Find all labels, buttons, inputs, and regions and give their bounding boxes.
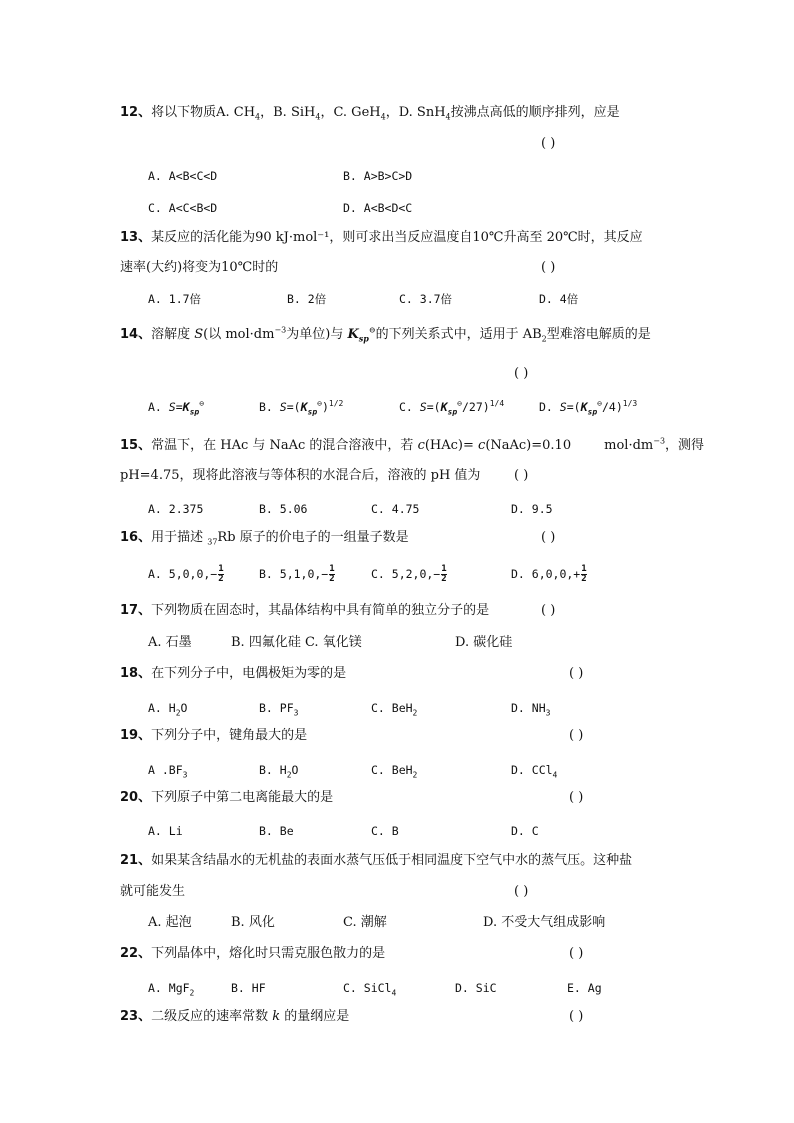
question-13	[120, 228, 643, 248]
option-a[interactable]: A $.BF_3$	[148, 763, 188, 780]
option-c[interactable]: C. A<C<B<D	[148, 201, 218, 215]
question-number: 17、	[120, 603, 152, 618]
option-c[interactable]: C. BeH$_2$	[371, 701, 418, 718]
fraction-one-half: $\frac{1}{2}$	[329, 564, 335, 584]
fraction-one-half: $\frac{1}{2}$	[441, 564, 447, 584]
question-text: 下列分子中，键角最大的是	[151, 728, 308, 743]
option-c[interactable]: C. 3.7倍	[399, 292, 453, 306]
option-d[interactable]: D. 6,0,0,+ $\frac{1}{2}$	[511, 564, 587, 584]
option-d[interactable]: D. 碳化硅	[455, 635, 513, 650]
answer-blank[interactable]: ( )	[514, 366, 529, 381]
option-d[interactable]: D. SiC	[455, 981, 497, 995]
answer-blank[interactable]: ( )	[569, 666, 584, 681]
option-d[interactable]: D. 不受大气组成影响	[483, 915, 606, 930]
question-number: 12、	[120, 105, 152, 120]
option-d[interactable]: D. CCl$_4$	[511, 763, 558, 780]
option-b[interactable]: B. $PF_3$	[259, 701, 299, 718]
answer-blank[interactable]: ( )	[541, 530, 556, 545]
option-a[interactable]: A. A<B<C<D	[148, 169, 218, 183]
question-number: 18、	[120, 666, 152, 681]
question-number: 14、	[120, 327, 152, 342]
question-21-cont: 就可能发生	[120, 884, 186, 899]
question-number: 19、	[120, 728, 152, 743]
option-a[interactable]: A. MgF$_2$	[148, 981, 195, 998]
answer-blank[interactable]: ( )	[569, 1009, 584, 1024]
question-13-cont: 速率(大约)将变为10℃时的	[120, 260, 279, 275]
option-c[interactable]: C. B	[371, 824, 399, 838]
option-b[interactable]: B. 5,1,0,− $\frac{1}{2}$	[259, 564, 335, 584]
option-b-c[interactable]: B. 四氟化硅 C. 氧化镁	[231, 635, 362, 650]
question-17	[120, 601, 489, 621]
answer-blank[interactable]: ( )	[569, 728, 584, 743]
question-19	[120, 726, 307, 746]
option-c[interactable]: C. 4.75	[371, 502, 420, 516]
option-c[interactable]: C. $S=(K_{sp}^⊖/27)^{1/4}$	[399, 399, 505, 417]
option-d[interactable]: D. $S=(K_{sp}^⊖/4)^{1/3}$	[539, 399, 638, 417]
question-21	[120, 851, 632, 871]
question-text: 如果某含结晶水的无机盐的表面水蒸气压低于相同温度下空气中水的蒸气压。这种盐	[151, 853, 633, 868]
question-18	[120, 664, 346, 684]
question-number: 16、	[120, 530, 152, 545]
option-d[interactable]: D. A<B<D<C	[343, 201, 413, 215]
option-a[interactable]: A. 石墨	[148, 635, 192, 650]
question-23	[120, 1007, 349, 1027]
question-14	[120, 325, 651, 345]
question-number: 21、	[120, 853, 152, 868]
answer-blank[interactable]: ( )	[541, 260, 556, 275]
option-b[interactable]: B. $H_2O$	[259, 763, 299, 780]
option-c[interactable]: C. SiCl$_4$	[343, 981, 397, 998]
question-number: 23、	[120, 1009, 152, 1024]
question-text: 常温下，在 HAc 与 NaAc 的混合溶液中，若 c(HAc)= c(NaAc)=0.10 $mol\cdot dm^{-3}$，测得	[151, 436, 705, 453]
question-number: 13、	[120, 230, 152, 245]
option-d[interactable]: D. 9.5	[511, 502, 553, 516]
question-22	[120, 944, 385, 964]
option-e[interactable]: E. Ag	[567, 981, 602, 995]
option-a[interactable]: A. 2.375	[148, 502, 204, 516]
question-text: 二级反应的速率常数 k 的量纲应是	[151, 1009, 350, 1024]
question-text: 下列物质在固态时，其晶体结构中具有简单的独立分子的是	[151, 603, 490, 618]
fraction-one-half: $\frac{1}{2}$	[218, 564, 224, 584]
question-number: 15、	[120, 438, 152, 453]
option-c[interactable]: C. BeH$_2$	[371, 763, 418, 780]
option-a[interactable]: A. 5,0,0,− $\frac{1}{2}$	[148, 564, 224, 584]
question-number: 22、	[120, 946, 152, 961]
option-a[interactable]: A. 1.7倍	[148, 292, 202, 306]
option-d[interactable]: D. C	[511, 824, 539, 838]
option-b[interactable]: B. Be	[259, 824, 294, 838]
option-c[interactable]: C. 5,2,0,− $\frac{1}{2}$	[371, 564, 447, 584]
option-a[interactable]: A. Li	[148, 824, 183, 838]
question-text: 在下列分子中，电偶极矩为零的是	[151, 666, 347, 681]
option-c[interactable]: C. 潮解	[343, 915, 387, 930]
answer-blank[interactable]: ( )	[569, 790, 584, 805]
option-d[interactable]: D. $NH_3$	[511, 701, 551, 718]
question-15-cont: pH=4.75，现将此溶液与等体积的水混合后，溶液的 pH 值为	[120, 468, 481, 483]
option-a[interactable]: A. 起泡	[148, 915, 192, 930]
question-12	[120, 103, 620, 123]
answer-blank[interactable]: ( )	[514, 884, 529, 899]
answer-blank[interactable]: ( )	[541, 603, 556, 618]
question-text: 某反应的活化能为90 kJ·mol⁻¹，则可求出当反应温度自10℃升高至 20℃时，其反应	[151, 230, 643, 245]
answer-blank[interactable]: ( )	[541, 136, 556, 151]
fraction-one-half: $\frac{1}{2}$	[581, 564, 587, 584]
question-text: 下列晶体中，熔化时只需克服色散力的是	[151, 946, 386, 961]
option-b[interactable]: B. 风化	[231, 915, 275, 930]
question-text: 溶解度 S(以 $mol\cdot dm^{-3}$为单位)与 $K_{sp}^⊖$的下列关系式中，适用于 $AB_2$型难溶电解质的是	[151, 325, 651, 344]
answer-blank[interactable]: ( )	[569, 946, 584, 961]
answer-blank[interactable]: ( )	[514, 468, 529, 483]
option-a[interactable]: A. $H_2O$	[148, 701, 188, 718]
question-number: 20、	[120, 790, 152, 805]
option-b[interactable]: B. 5.06	[259, 502, 308, 516]
option-a[interactable]: A. $S=K_{sp}^⊖$	[148, 399, 205, 417]
option-d[interactable]: D. 4倍	[539, 292, 579, 306]
option-b[interactable]: B. $S=(K_{sp}^⊖)^{1/2}$	[259, 399, 344, 417]
option-b[interactable]: B. A>B>C>D	[343, 169, 413, 183]
option-b[interactable]: B. 2倍	[287, 292, 327, 306]
question-text: 将以下物质A. $CH_4$，B. SiH$_4$，C. GeH$_4$，D. SnH$_4$按沸点高低的顺序排列，应是	[151, 105, 620, 122]
question-20	[120, 788, 333, 808]
question-15	[120, 436, 704, 456]
question-16	[120, 528, 409, 548]
option-b[interactable]: B. HF	[231, 981, 266, 995]
question-text: 下列原子中第二电离能最大的是	[151, 790, 334, 805]
question-text: 用于描述 $_{37}$Rb 原子的价电子的一组量子数是	[151, 530, 409, 547]
